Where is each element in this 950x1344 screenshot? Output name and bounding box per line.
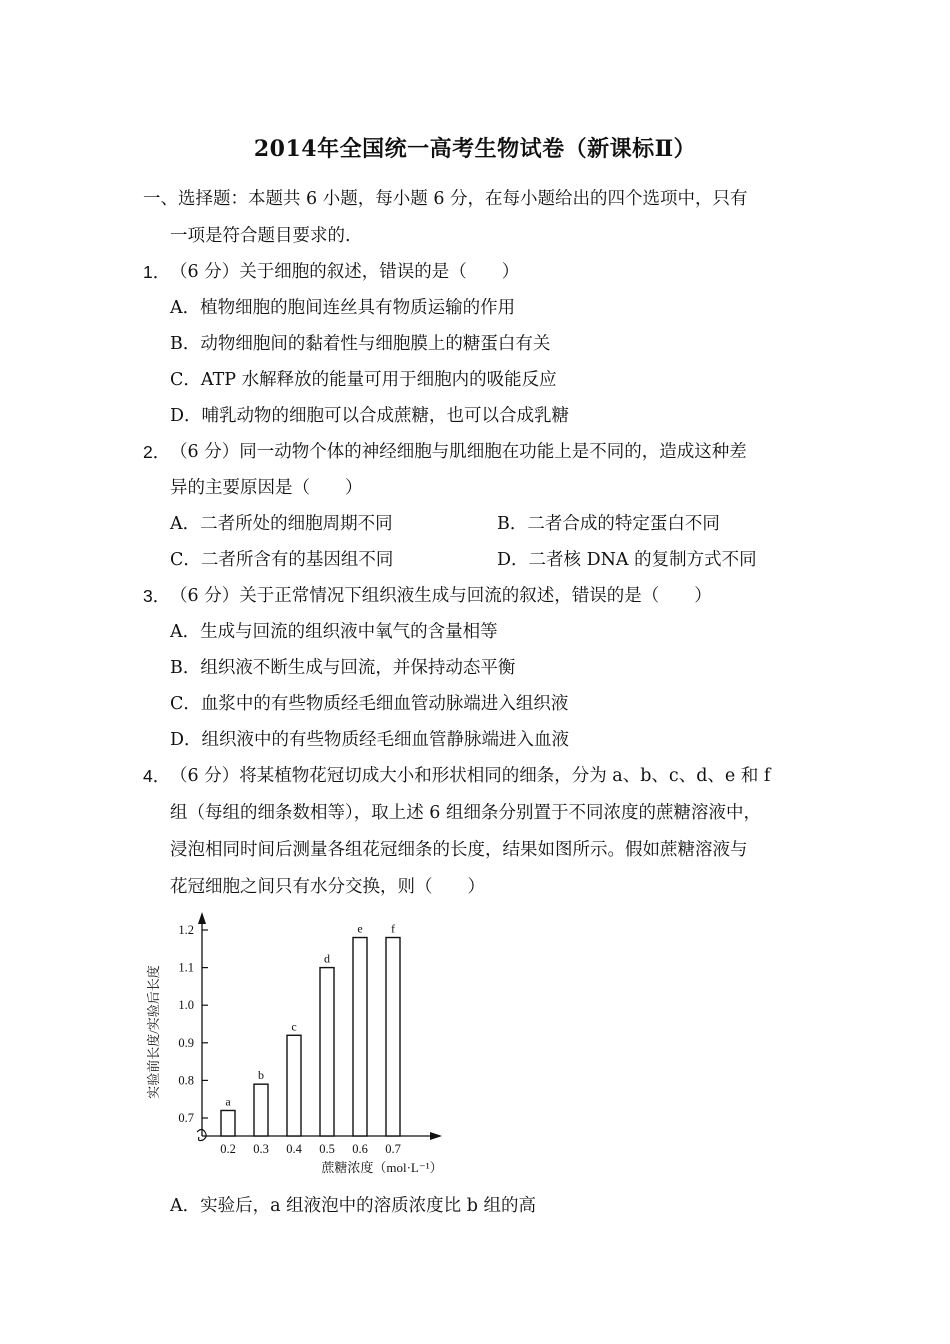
x-tick-label: 0.2 [220,1142,236,1156]
question-stem-cont: 组（每组的细条数相等），取上述 6 组细条分别置于不同浓度的蔗糖溶液中， [170,803,762,823]
y-tick-label: 1.0 [178,998,194,1013]
option-c: C．二者所含有的基因组不同 [170,550,394,570]
y-tick-label: 0.8 [178,1073,194,1088]
question-number: 2． [143,442,171,462]
bar-label: e [357,921,363,936]
bar [353,938,367,1136]
y-axis-arrow [198,912,206,924]
section-header-line2: 一项是符合题目要求的. [170,226,351,246]
question-stem-cont: 浸泡相同时间后测量各组花冠细条的长度，结果如图所示。假如蔗糖溶液与 [170,840,748,860]
bar-label: a [225,1094,231,1109]
option-a: A．二者所处的细胞周期不同 [170,514,393,534]
option-b: B．组织液不断生成与回流，并保持动态平衡 [170,658,516,678]
bar [320,968,334,1136]
question-stem-cont: 花冠细胞之间只有水分交换，则（ ） [170,877,485,897]
bar-chart [140,908,460,1178]
question-number: 4． [143,766,171,786]
bar [287,1035,301,1136]
option-a: A．植物细胞的胞间连丝具有物质运输的作用 [170,298,516,318]
question-number: 3． [143,586,171,606]
bar-label: f [391,921,395,936]
y-axis-label: 实验前长度/实验后长度 [146,965,161,1099]
option-d: D．哺乳动物的细胞可以合成蔗糖，也可以合成乳糖 [170,406,570,426]
option-d: D．组织液中的有些物质经毛细血管静脉端进入血液 [170,730,570,750]
option-b: B．二者合成的特定蛋白不同 [497,514,720,534]
x-axis-label: 蔗糖浓度（mol·L⁻¹） [321,1160,443,1175]
question-stem: （6 分）将某植物花冠切成大小和形状相同的细条，分为 a、b、c、d、e 和 f [170,766,771,786]
x-axis-arrow [430,1132,442,1140]
y-tick-label: 0.9 [178,1035,194,1050]
x-tick-label: 0.6 [352,1142,368,1156]
section-header-line1: 一、选择题：本题共 6 小题，每小题 6 分，在每小题给出的四个选项中，只有 [143,189,748,209]
question-stem-cont: 异的主要原因是（ ） [170,478,363,498]
bar-label: c [291,1019,297,1034]
option-d: D．二者核 DNA 的复制方式不同 [497,550,757,570]
question-stem: （6 分）关于细胞的叙述，错误的是（ ） [170,262,520,282]
bar-label: d [324,951,330,966]
bar [386,938,400,1136]
option-c: C．血浆中的有些物质经毛细血管动脉端进入组织液 [170,694,569,714]
x-tick-label: 0.5 [319,1142,335,1156]
question-number: 1． [143,262,171,282]
x-tick-label: 0.4 [286,1142,302,1156]
page-title: 2014年全国统一高考生物试卷（新课标Ⅱ） [253,136,697,162]
option-a: A．生成与回流的组织液中氧气的含量相等 [170,622,498,642]
y-tick-label: 1.1 [178,960,194,975]
bar [221,1110,235,1136]
option-a: A．实验后，a 组液泡中的溶质浓度比 b 组的高 [170,1196,536,1216]
bar [254,1084,268,1136]
chart-bars [221,938,400,1136]
y-tick-label: 0.7 [178,1111,194,1125]
option-c: C．ATP 水解释放的能量可用于细胞内的吸能反应 [170,370,557,390]
bar-label: b [258,1068,264,1083]
x-tick-label: 0.3 [253,1142,269,1156]
option-b: B．动物细胞间的黏着性与细胞膜上的糖蛋白有关 [170,334,551,354]
y-tick-label: 1.2 [178,923,194,937]
x-tick-label: 0.7 [385,1142,401,1156]
question-stem: （6 分）关于正常情况下组织液生成与回流的叙述，错误的是（ ） [170,586,712,606]
question-stem: （6 分）同一动物个体的神经细胞与肌细胞在功能上是不同的，造成这种差 [170,442,747,462]
